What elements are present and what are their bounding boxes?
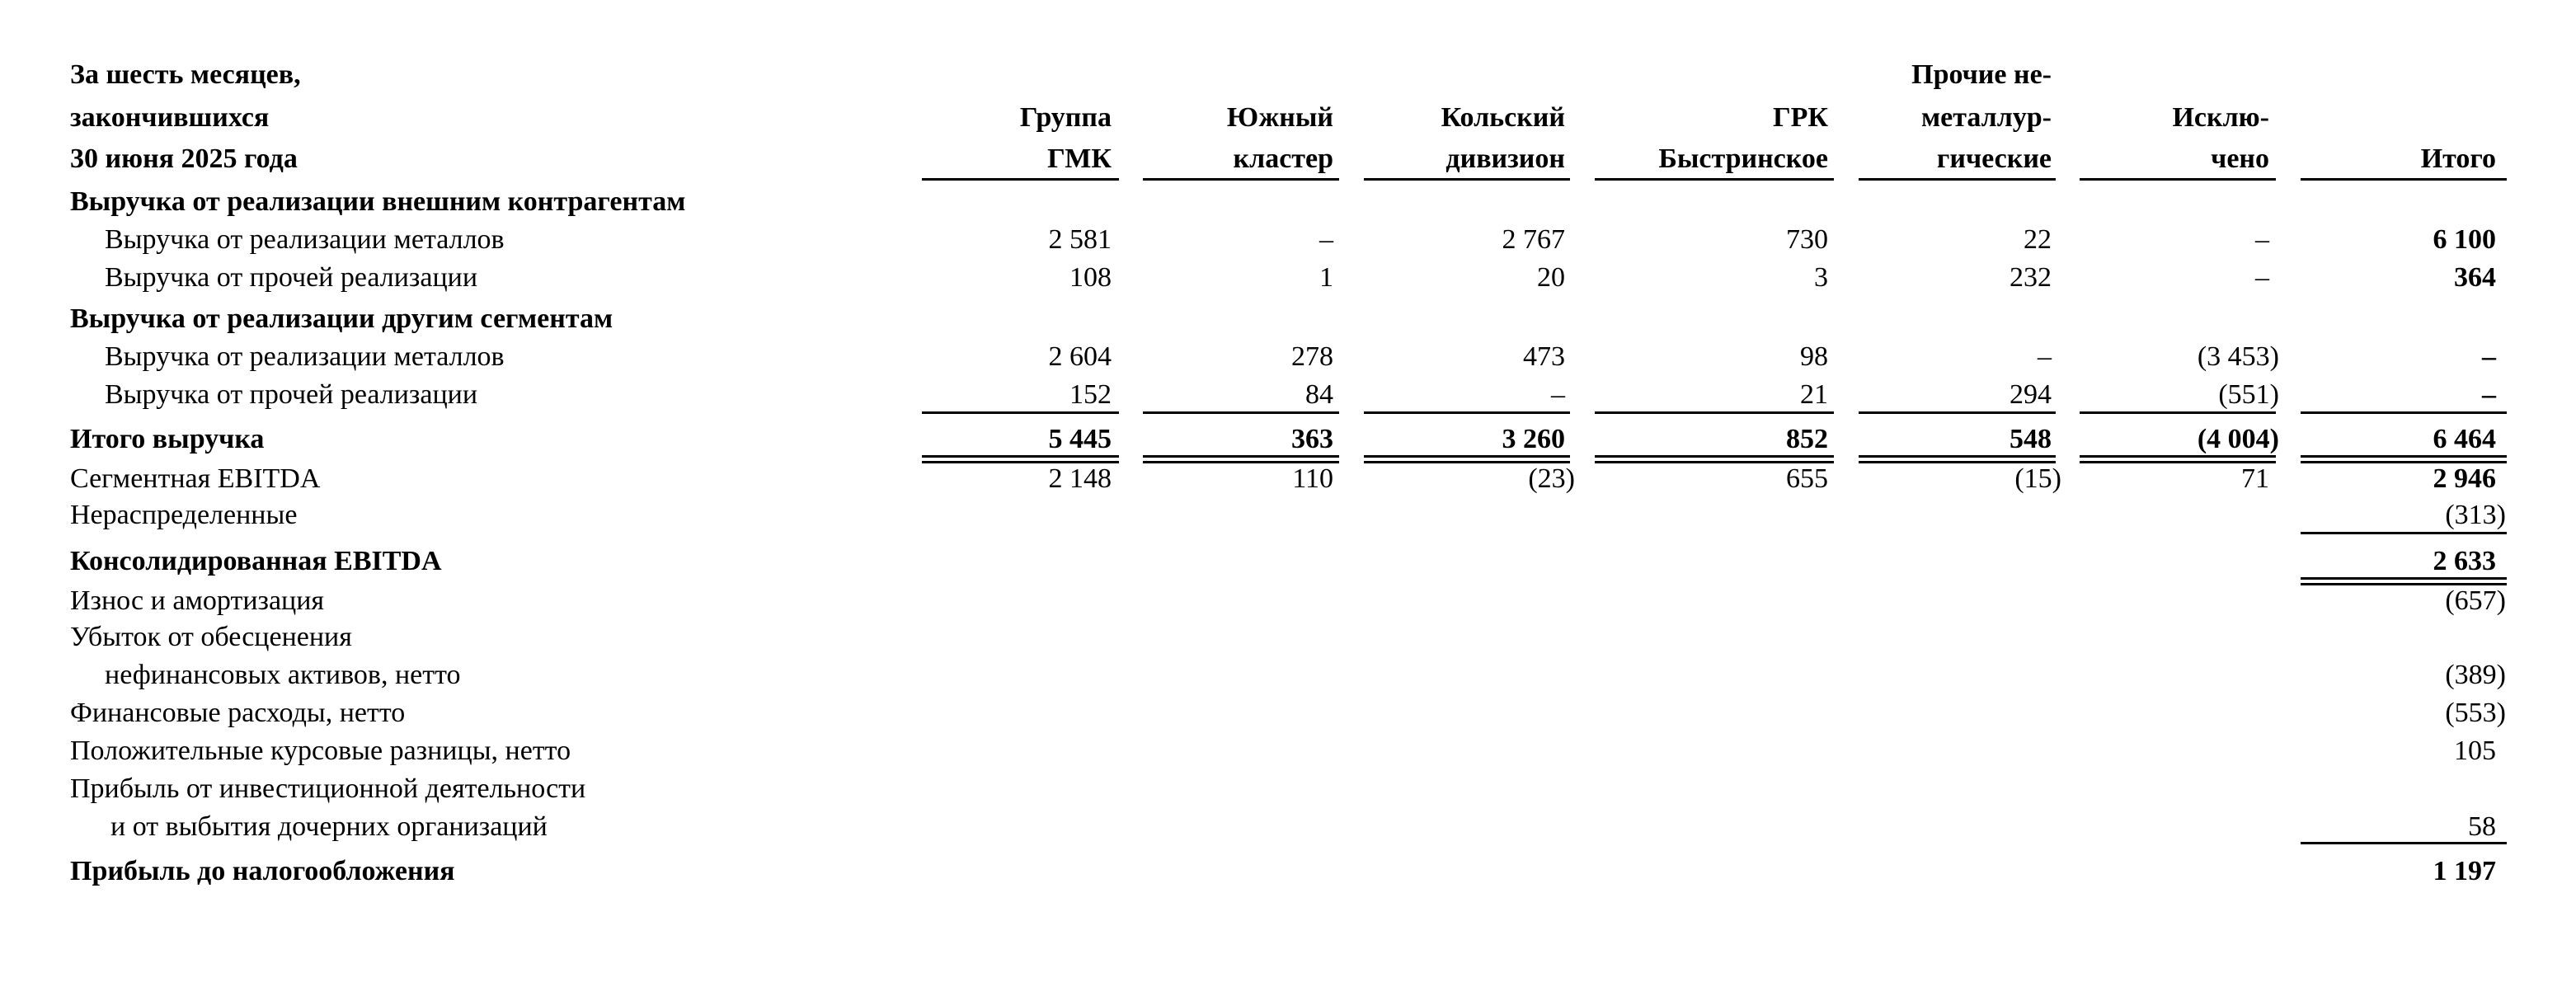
cell-gmk: 5 445 <box>1048 424 1112 454</box>
cell-grk: 852 <box>1786 424 1828 454</box>
cell-total: 6 464 <box>2433 424 2496 454</box>
subtotal-rule <box>2301 411 2507 414</box>
table-row <box>0 773 2576 811</box>
cell-total: 2 633 <box>2433 546 2496 576</box>
table-row <box>0 698 2576 736</box>
cell-gmk: 152 <box>1069 379 1112 410</box>
table-row <box>0 546 2576 584</box>
cell-total: 105 <box>2454 736 2496 766</box>
cell-kola: 3 260 <box>1502 424 1565 454</box>
cell-kola: 2 767 <box>1502 224 1565 255</box>
cell-total: 6 100 <box>2433 224 2496 255</box>
column-header-line: Исклю- <box>2172 102 2269 133</box>
cell-total: – <box>2482 379 2496 410</box>
cell-elim: (4 004) <box>2197 424 2279 454</box>
cell-total: (389) <box>2445 660 2506 690</box>
cell-other: 232 <box>2010 262 2052 293</box>
table-row <box>0 736 2576 773</box>
row-label: Прибыль от инвестиционной деятельности <box>70 773 586 804</box>
cell-other: (15) <box>2014 463 2061 494</box>
total-double-rule <box>1595 455 1834 463</box>
table-row <box>0 585 2576 623</box>
cell-total: – <box>2482 341 2496 372</box>
cell-south: 1 <box>1319 262 1333 293</box>
table-row <box>0 303 2576 341</box>
column-header-line: дивизион <box>1445 143 1565 174</box>
row-label: Выручка от прочей реализации <box>105 262 478 293</box>
table-row <box>0 622 2576 660</box>
column-header-line: чено <box>2211 143 2269 174</box>
cell-south: 84 <box>1305 379 1333 410</box>
total-double-rule <box>1364 455 1570 463</box>
period-label-line-2: закончившихся <box>70 102 270 133</box>
column-header-line: гические <box>1936 143 2052 174</box>
subtotal-rule <box>1364 411 1570 414</box>
subtotal-rule <box>2080 411 2276 414</box>
cell-elim: (551) <box>2218 379 2279 410</box>
cell-gmk: 2 604 <box>1048 341 1112 372</box>
table-row <box>0 186 2576 224</box>
column-header-line: Кольский <box>1441 102 1565 133</box>
cell-other: – <box>2038 341 2052 372</box>
cell-total: (313) <box>2445 500 2506 530</box>
column-header-line: Группа <box>1019 102 1112 133</box>
cell-grk: 3 <box>1814 262 1828 293</box>
row-label: Сегментная EBITDA <box>70 463 321 494</box>
cell-other: 22 <box>2024 224 2052 255</box>
header-underline <box>922 178 1119 181</box>
row-label: нефинансовых активов, нетто <box>105 660 461 690</box>
header-underline <box>1859 178 2056 181</box>
cell-total: 1 197 <box>2433 856 2496 886</box>
total-double-rule <box>2301 455 2507 463</box>
subtotal-rule <box>1859 411 2056 414</box>
column-header-line: Прочие не- <box>1911 59 2052 90</box>
header-underline <box>2301 178 2507 181</box>
total-double-rule <box>1859 455 2056 463</box>
row-label: Выручка от реализации металлов <box>105 224 505 255</box>
cell-grk: 730 <box>1786 224 1828 255</box>
row-label: Выручка от прочей реализации <box>105 379 478 410</box>
column-header-line: Быстринское <box>1658 143 1828 174</box>
cell-total: 364 <box>2454 262 2496 293</box>
cell-grk: 21 <box>1800 379 1828 410</box>
table-row <box>0 811 2576 849</box>
row-label: и от выбытия дочерних организаций <box>110 811 548 842</box>
cell-other: 294 <box>2010 379 2052 410</box>
header-underline <box>1143 178 1339 181</box>
column-header-line: ГРК <box>1772 102 1828 133</box>
subtotal-rule <box>1143 411 1339 414</box>
cell-elim: – <box>2255 224 2269 255</box>
row-label: Выручка от реализации внешним контрагентам <box>70 186 686 217</box>
cell-kola: 20 <box>1537 262 1565 293</box>
table-row <box>0 224 2576 262</box>
total-double-rule <box>2080 455 2276 463</box>
row-label: Финансовые расходы, нетто <box>70 698 406 728</box>
cell-gmk: 2 581 <box>1048 224 1112 255</box>
row-label: Износ и амортизация <box>70 585 325 616</box>
cell-total: (657) <box>2445 585 2506 616</box>
subtotal-rule <box>1595 411 1834 414</box>
subtotal-rule <box>922 411 1119 414</box>
table-row <box>0 856 2576 894</box>
table-row <box>0 500 2576 538</box>
column-header-line: кластер <box>1233 143 1333 174</box>
cell-total: 58 <box>2468 811 2496 842</box>
cell-elim: (3 453) <box>2197 341 2279 372</box>
total-double-rule <box>1143 455 1339 463</box>
cell-elim: – <box>2255 262 2269 293</box>
row-label: Положительные курсовые разницы, нетто <box>70 736 571 766</box>
period-label-line-1: За шесть месяцев, <box>70 59 301 90</box>
column-header-line: ГМК <box>1047 143 1112 174</box>
cell-south: 278 <box>1291 341 1333 372</box>
cell-total: (553) <box>2445 698 2506 728</box>
header-underline <box>2080 178 2276 181</box>
cell-total: 2 946 <box>2433 463 2496 494</box>
cell-south: 110 <box>1292 463 1333 494</box>
cell-grk: 655 <box>1786 463 1828 494</box>
cell-gmk: 2 148 <box>1048 463 1112 494</box>
table-row <box>0 341 2576 379</box>
row-label: Выручка от реализации металлов <box>105 341 505 372</box>
row-label: Убыток от обесценения <box>70 622 352 652</box>
table-row <box>0 262 2576 300</box>
row-label: Нераспределенные <box>70 500 298 530</box>
cell-kola: 473 <box>1523 341 1565 372</box>
table-row <box>0 660 2576 698</box>
column-header-line: металлур- <box>1920 102 2052 133</box>
cell-gmk: 108 <box>1069 262 1112 293</box>
unallocated-rule <box>2301 532 2507 534</box>
table-row <box>0 463 2576 501</box>
header-underline <box>1364 178 1570 181</box>
cell-kola: (23) <box>1528 463 1575 494</box>
period-label-line-3: 30 июня 2025 года <box>70 143 298 174</box>
cell-south: 363 <box>1291 424 1333 454</box>
header-underline <box>1595 178 1834 181</box>
row-label: Консолидированная EBITDA <box>70 546 442 576</box>
consolidated-ebitda-double-rule <box>2301 577 2507 585</box>
total-double-rule <box>922 455 1119 463</box>
column-header-line: Южный <box>1226 102 1333 133</box>
column-header-line: Итого <box>2420 143 2496 174</box>
cell-grk: 98 <box>1800 341 1828 372</box>
row-label: Выручка от реализации другим сегментам <box>70 303 613 334</box>
cell-south: – <box>1319 224 1333 255</box>
cell-kola: – <box>1551 379 1565 410</box>
cell-other: 548 <box>2010 424 2052 454</box>
pretax-rule <box>2301 842 2507 844</box>
cell-elim: 71 <box>2241 463 2269 494</box>
row-label: Прибыль до налогообложения <box>70 856 455 886</box>
row-label: Итого выручка <box>70 424 265 454</box>
